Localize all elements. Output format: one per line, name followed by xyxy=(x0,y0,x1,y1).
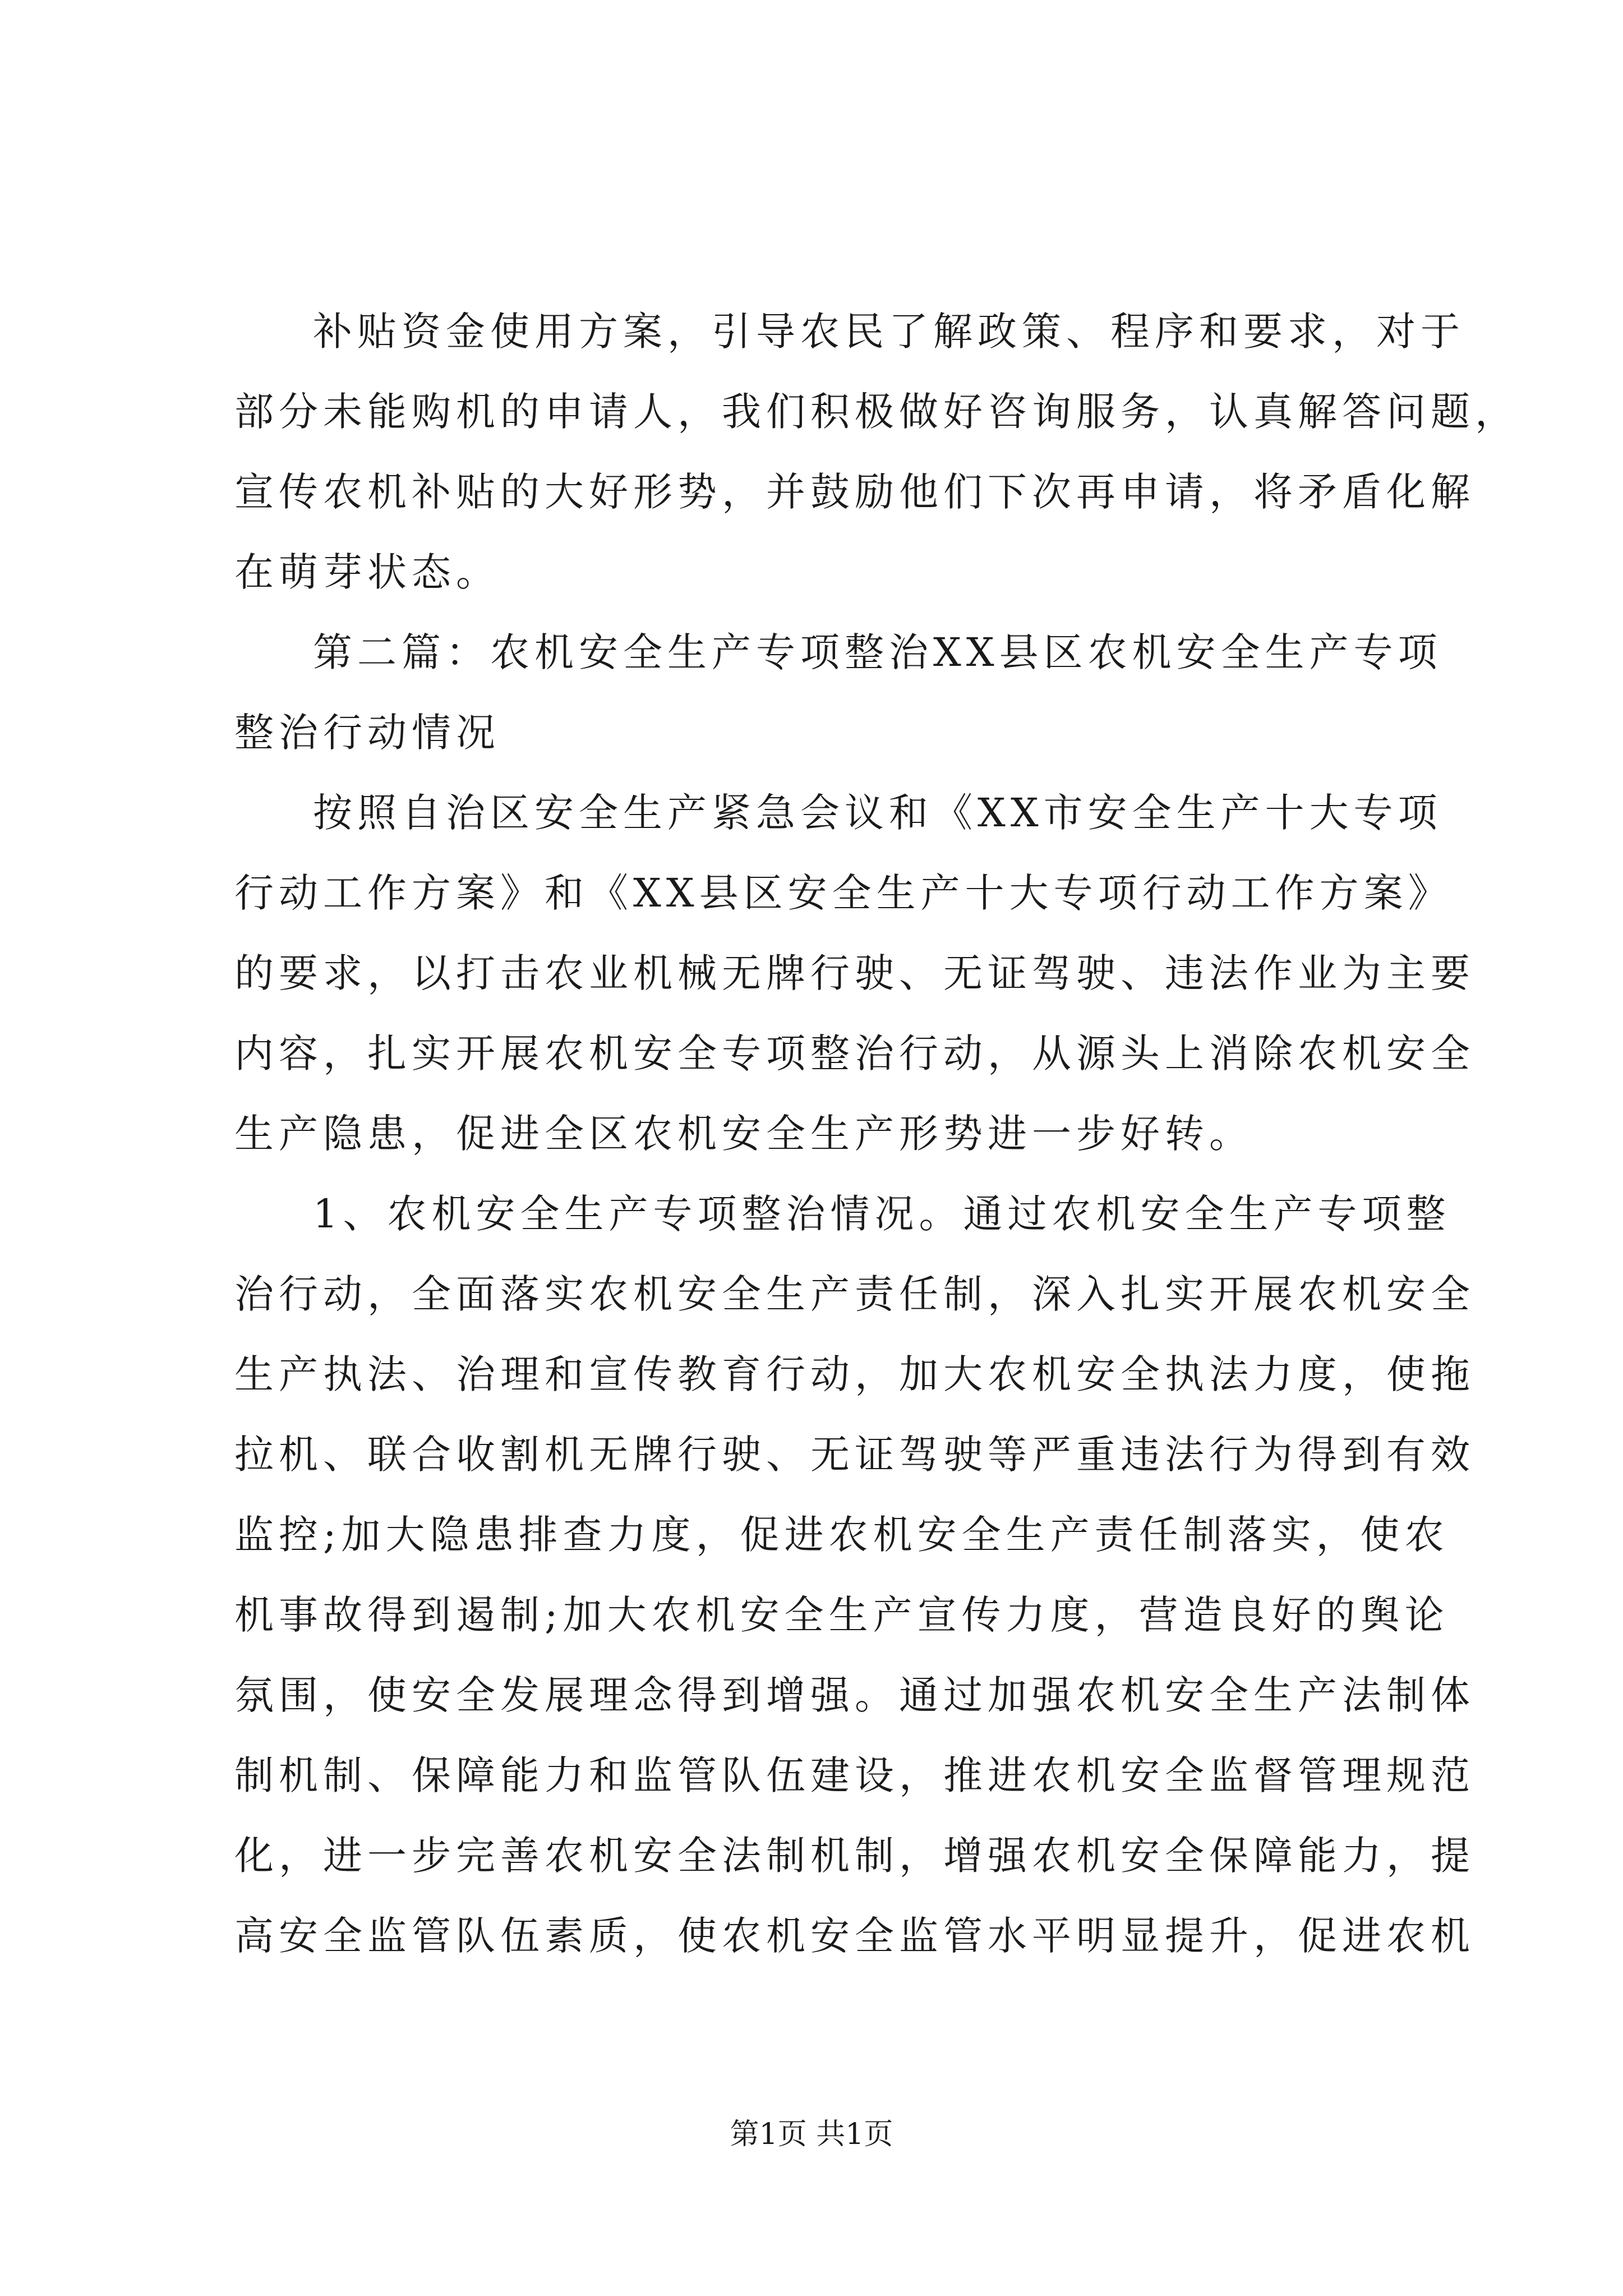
text-line: 生产隐患，促进全区农机安全生产形势进一步好转。 xyxy=(234,1111,1253,1157)
section-heading-line: 整治行动情况 xyxy=(234,710,500,756)
text-line: 氛围，使安全发展理念得到增强。通过加强农机安全生产法制体 xyxy=(234,1672,1475,1718)
text-line: 1、农机安全生产专项整治情况。通过农机安全生产专项整 xyxy=(313,1191,1451,1237)
text-line: 在萌芽状态。 xyxy=(234,549,500,595)
text-line: 宣传农机补贴的大好形势，并鼓励他们下次再申请，将矛盾化解 xyxy=(234,469,1475,515)
text-line: 的要求，以打击农业机械无牌行驶、无证驾驶、违法作业为主要 xyxy=(234,950,1475,996)
text-line: 化，进一步完善农机安全法制机制，增强农机安全保障能力，提 xyxy=(234,1833,1475,1879)
text-line: 监控;加大隐患排查力度，促进农机安全生产责任制落实，使农 xyxy=(234,1512,1449,1558)
text-line: 治行动，全面落实农机安全生产责任制，深入扎实开展农机安全 xyxy=(234,1271,1475,1317)
text-line: 机事故得到遏制;加大农机安全生产宣传力度，营造良好的舆论 xyxy=(234,1592,1449,1638)
text-line: 生产执法、治理和宣传教育行动，加大农机安全执法力度，使拖 xyxy=(234,1351,1475,1397)
section-heading-line: 第二篇：农机安全生产专项整治XX县区农机安全生产专项 xyxy=(313,629,1442,675)
text-line: 拉机、联合收割机无牌行驶、无证驾驶等严重违法行为得到有效 xyxy=(234,1432,1475,1478)
text-line: 按照自治区安全生产紧急会议和《XX市安全生产十大专项 xyxy=(313,790,1442,836)
text-line: 补贴资金使用方案，引导农民了解政策、程序和要求，对于 xyxy=(313,309,1465,355)
text-line: 内容，扎实开展农机安全专项整治行动，从源头上消除农机安全 xyxy=(234,1030,1475,1076)
text-line: 行动工作方案》和《XX县区安全生产十大专项行动工作方案》 xyxy=(234,870,1453,916)
document-body xyxy=(234,292,1519,1976)
page-footer: 第1页 共1页 xyxy=(730,2118,893,2151)
text-line: 高安全监管队伍素质，使农机安全监管水平明显提升，促进农机 xyxy=(234,1913,1475,1959)
text-line: 制机制、保障能力和监管队伍建设，推进农机安全监督管理规范 xyxy=(234,1752,1475,1798)
text-line: 部分未能购机的申请人，我们积极做好咨询服务，认真解答问题， xyxy=(234,389,1519,435)
